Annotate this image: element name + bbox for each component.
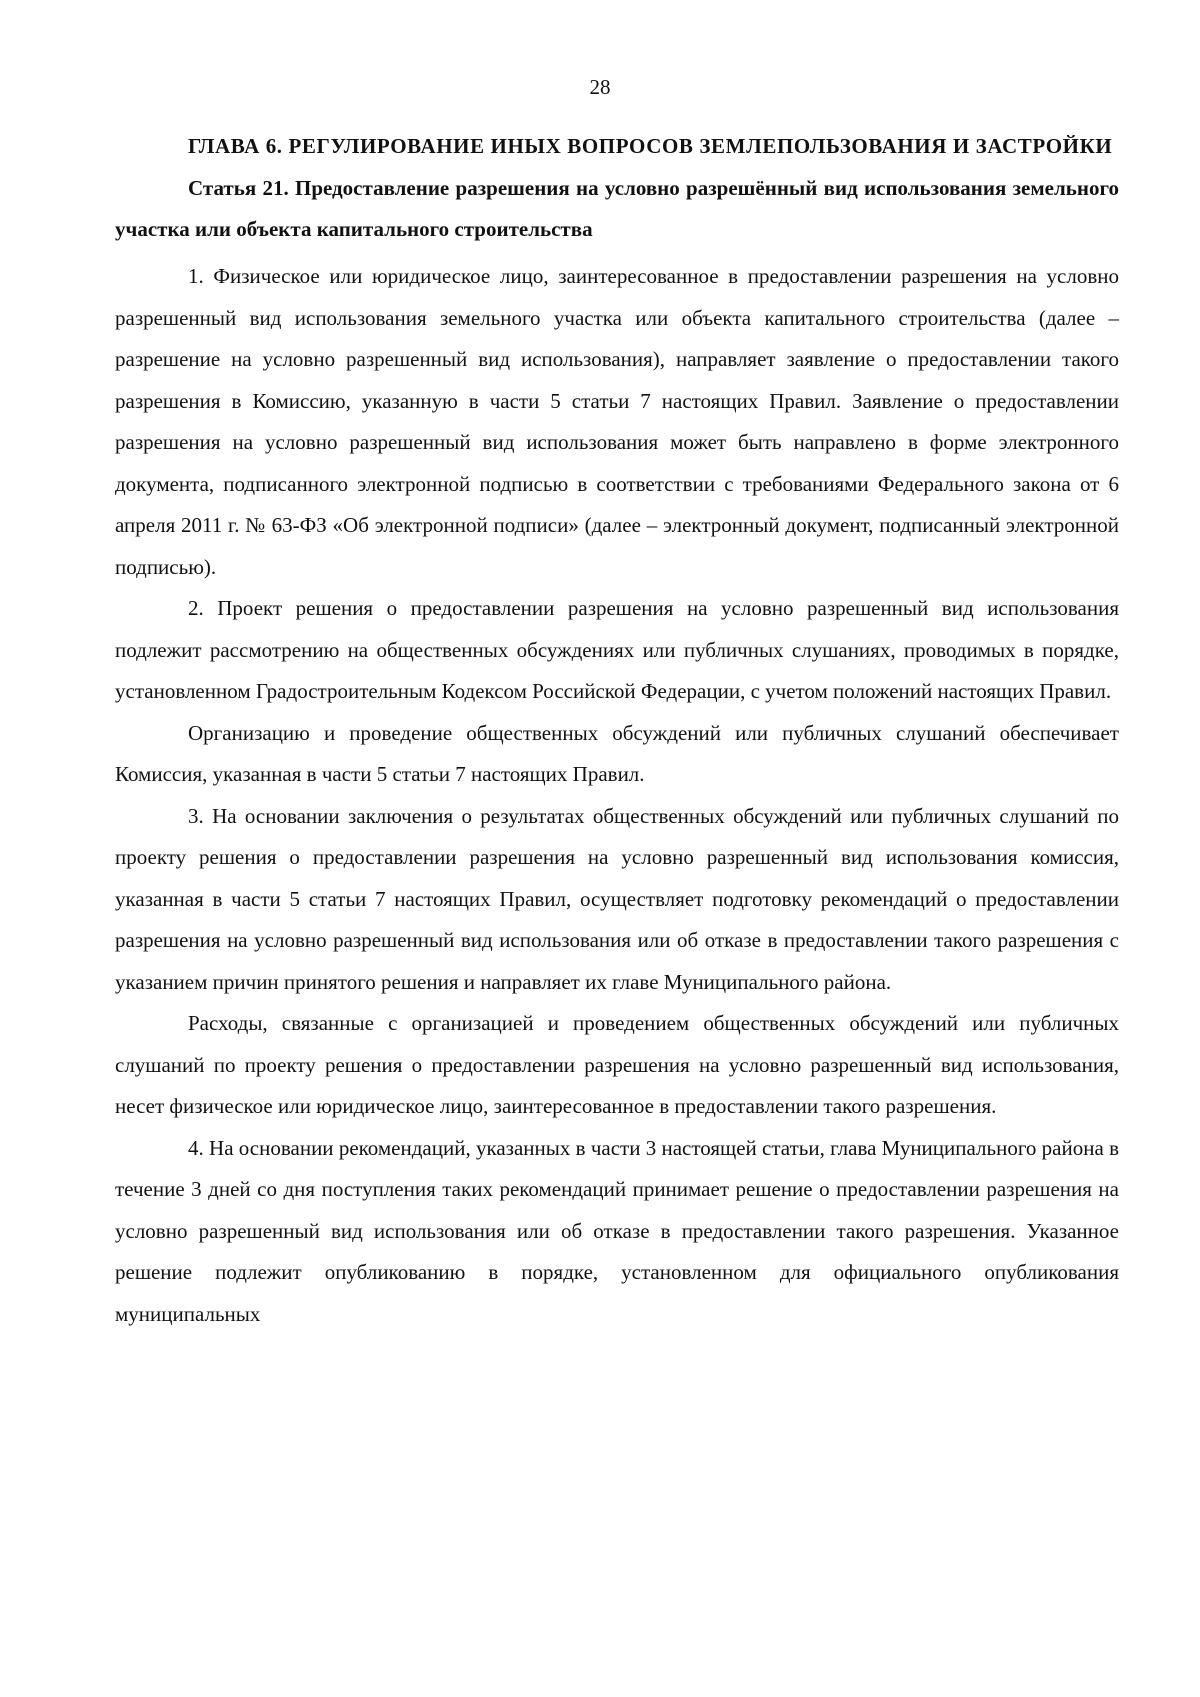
document-body	[115, 126, 1119, 1335]
paragraph-organization: Организацию и проведение общественных обсуждений или публичных слушаний обеспечивает Комиссия, указанная в части 5 статьи 7 настоящих Правил.	[115, 720, 1119, 786]
page-number: 28	[589, 75, 611, 99]
paragraph-part-4: 4. На основании рекомендаций, указанных в части 3 настоящей статьи, глава Муниципального района в течение 3 дней со дня поступления таких рекомендаций принимает решение о предоставлении разрешения на условно разрешенный вид использования или об отказе в предоставлении такого разрешения. Указанное решение подлежит опубликованию в порядке, установленном для официального опубликования муниципальных	[115, 1135, 1119, 1326]
paragraph-part-2: 2. Проект решения о предоставлении разрешения на условно разрешенный вид использования подлежит рассмотрению на общественных обсуждениях или публичных слушаниях, проводимых в порядке, установленном Градостроительным Кодексом Российской Федерации, с учетом положений настоящих Правил.	[115, 596, 1119, 703]
paragraph-part-1: 1. Физическое или юридическое лицо, заинтересованное в предоставлении разрешения на условно разрешенный вид использования земельного участка или объекта капитального строительства (далее – разрешение на условно разрешенный вид использования), направляет заявление о предоставлении такого разрешения в Комиссию, указанную в части 5 статьи 7 настоящих Правил. Заявление о предоставлении разрешения на условно разрешенный вид использования может быть направлено в форме электронного документа, подписанного электронной подписью в соответствии с требованиями Федерального закона от 6 апреля 2011 г. № 63-ФЗ «Об электронной подписи» (далее – электронный документ, подписанный электронной подписью).	[115, 264, 1119, 579]
paragraph-part-3: 3. На основании заключения о результатах общественных обсуждений или публичных слушаний по проекту решения о предоставлении разрешения на условно разрешенный вид использования комиссия, указанная в части 5 статьи 7 настоящих Правил, осуществляет подготовку рекомендаций о предоставлении разрешения на условно разрешенный вид использования или об отказе в предоставлении такого разрешения с указанием причин принятого решения и направляет их главе Муниципального района.	[115, 803, 1119, 994]
chapter-title: ГЛАВА 6. РЕГУЛИРОВАНИЕ ИНЫХ ВОПРОСОВ ЗЕМЛЕПОЛЬЗОВАНИЯ И ЗАСТРОЙКИ	[188, 134, 1113, 158]
article-title: Статья 21. Предоставление разрешения на условно разрешённый вид использования земельного участка или объекта капитального строительства	[115, 176, 1119, 241]
paragraph-expenses: Расходы, связанные с организацией и проведением общественных обсуждений или публичных слушаний по проекту решения о предоставлении разрешения на условно разрешенный вид использования, несет физическое или юридическое лицо, заинтересованное в предоставлении такого разрешения.	[115, 1011, 1119, 1118]
